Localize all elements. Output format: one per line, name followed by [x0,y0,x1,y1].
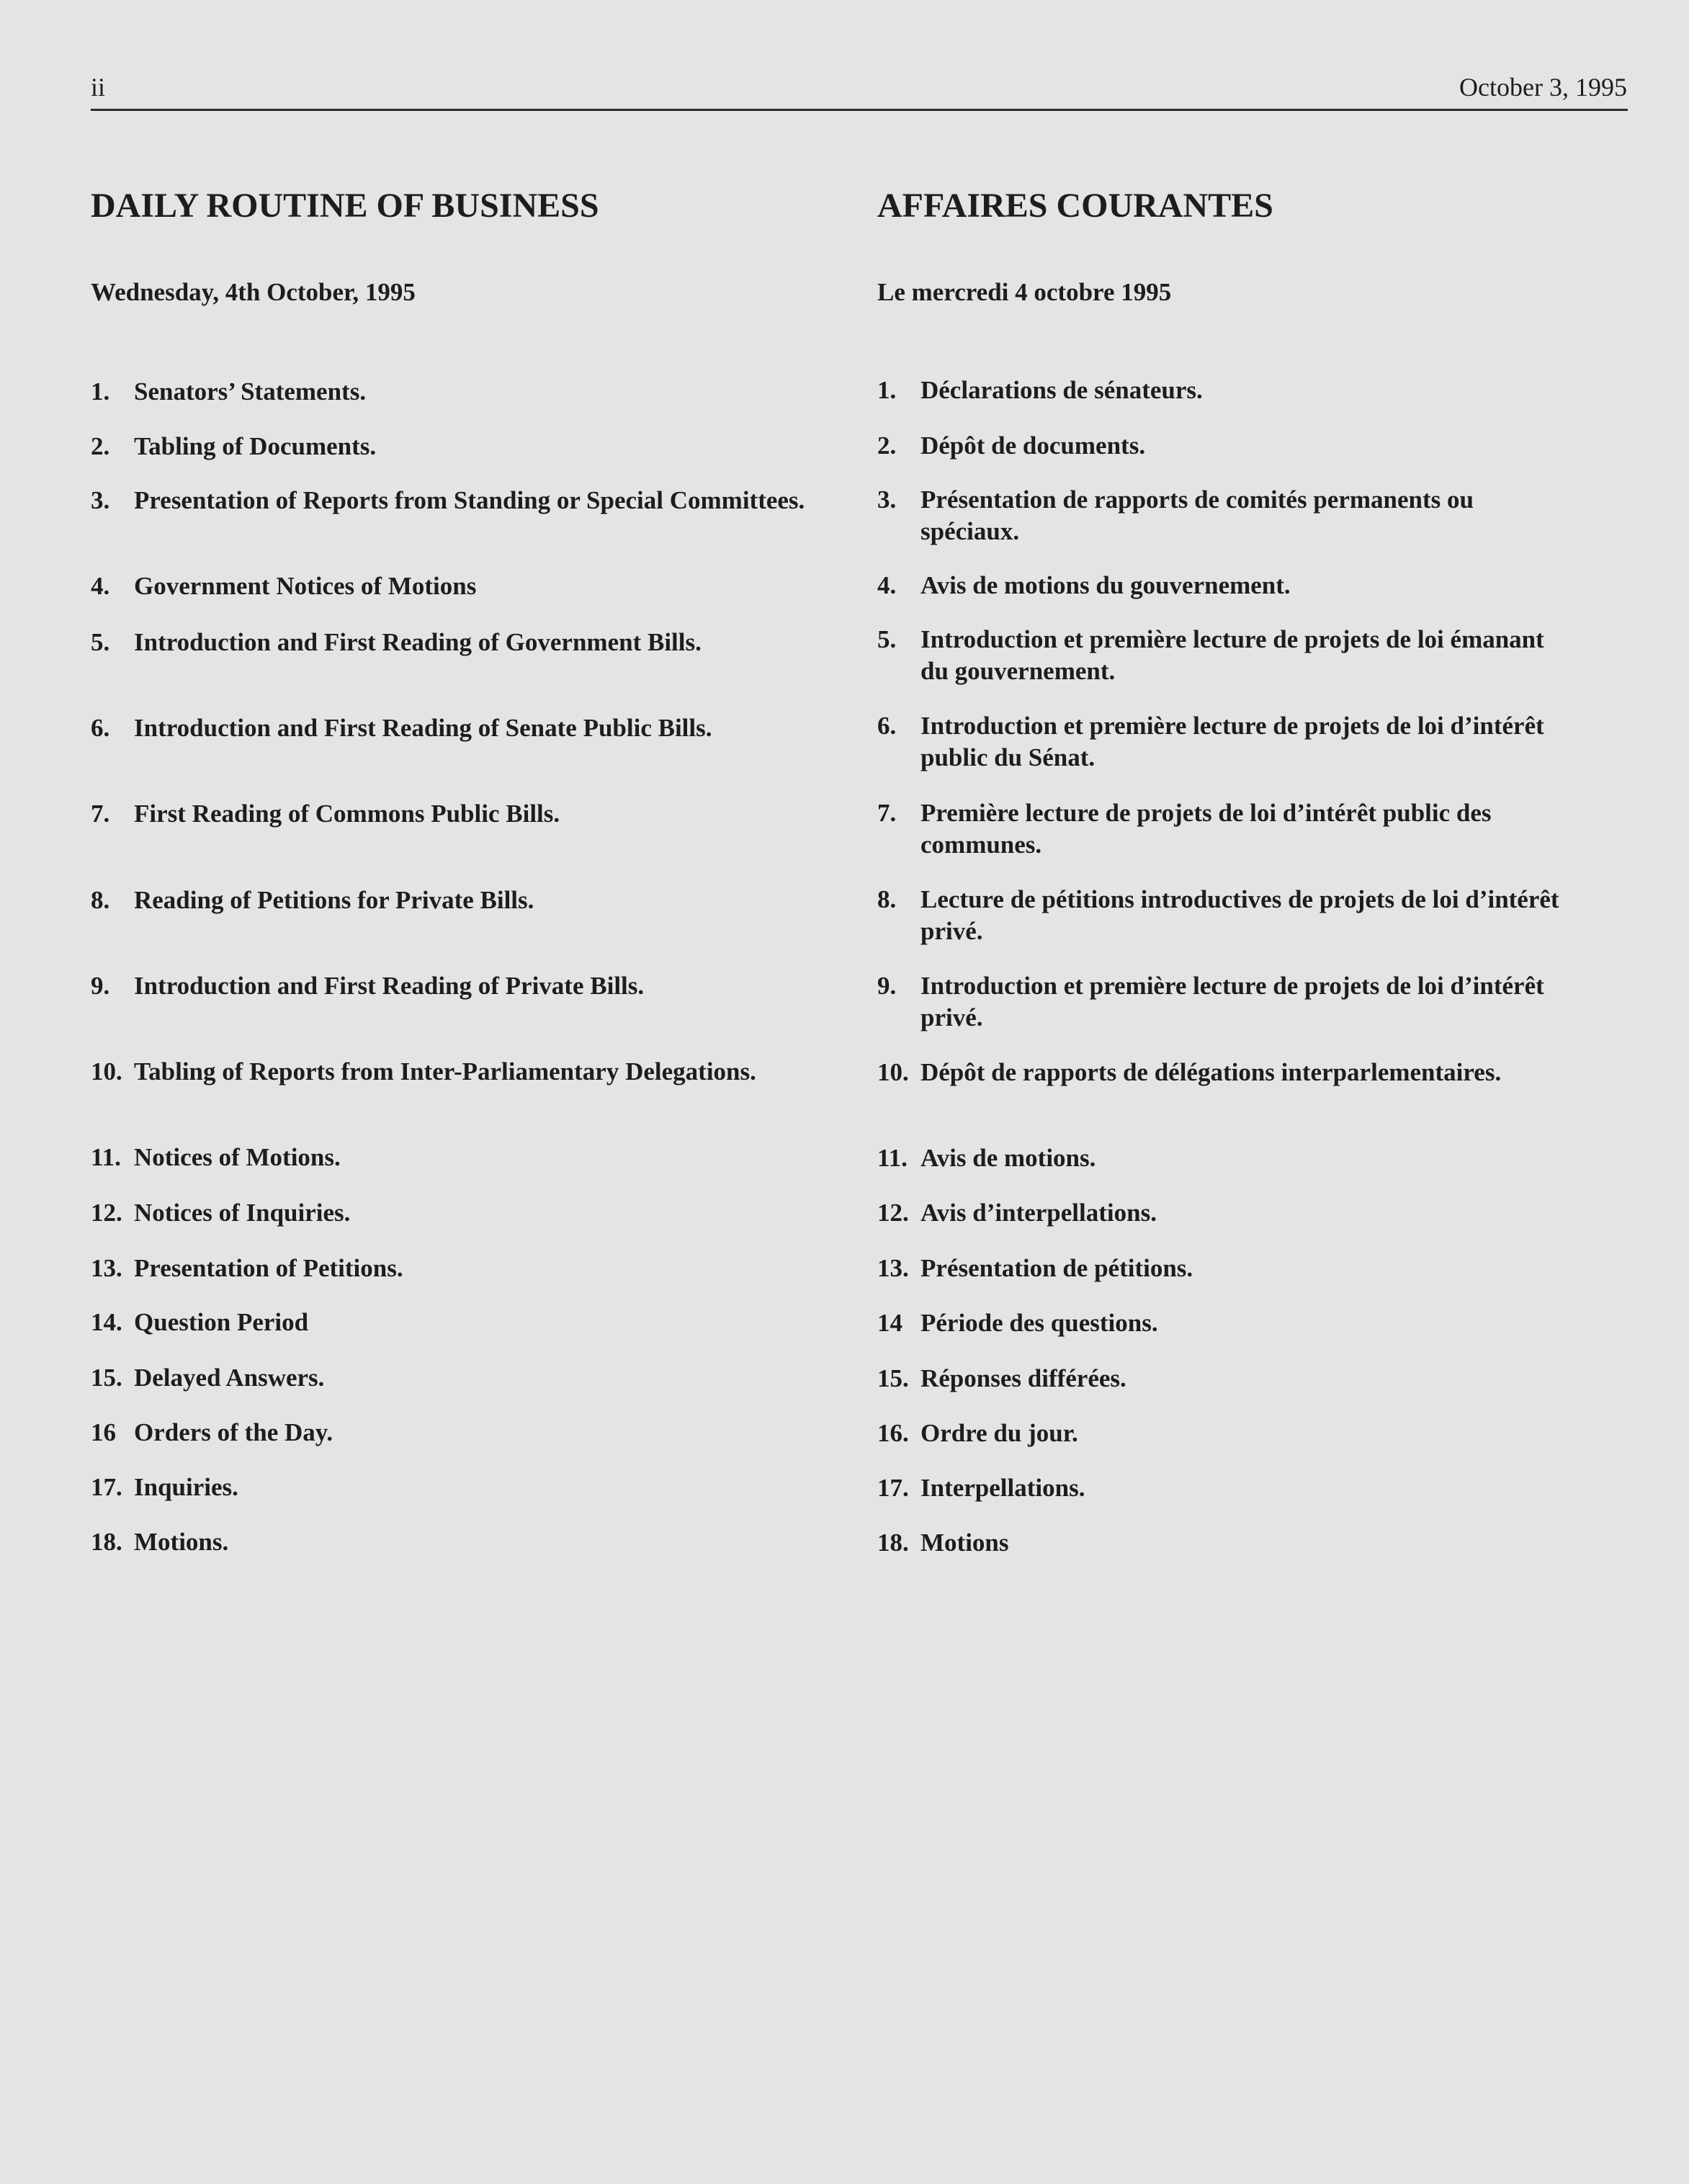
item-number: 14 [877,1309,902,1337]
item-number: 7. [91,800,110,828]
item-number: 13. [877,1254,909,1282]
item-text: Présentation de pétitions. [920,1254,1193,1282]
item-text: Orders of the Day. [134,1418,333,1446]
item-text: Avis de motions du gouvernement. [920,571,1291,599]
item-number: 1. [877,376,897,404]
item-number: 17. [877,1474,909,1502]
item-text: Delayed Answers. [134,1364,325,1392]
item-number: 6. [91,714,110,742]
item-text: Reading of Petitions for Private Bills. [134,886,534,914]
item-text: Introduction and First Reading of Private Bills. [134,972,645,1000]
item-text: Question Period [134,1308,309,1336]
item-number: 3. [91,486,110,514]
item-text: Government Notices of Motions [134,572,477,600]
item-text: Introduction and First Reading of Senate Public Bills. [134,714,712,742]
item-text: First Reading of Commons Public Bills. [134,800,560,828]
item-number: 10. [877,1058,909,1086]
item-text: Introduction et première lecture de projets de loi d’intérêt public du Sénat. [920,712,1544,771]
item-number: 5. [877,625,897,653]
item-text: Tabling of Reports from Inter-Parliamentary Delegations. [134,1057,756,1086]
item-text: Première lecture de projets de loi d’intérêt public des communes. [920,799,1492,859]
item-text: Dépôt de documents. [920,431,1146,460]
english-date: Wednesday, 4th October, 1995 [91,278,416,306]
item-text: Presentation of Petitions. [134,1254,403,1282]
item-number: 7. [877,799,897,827]
item-number: 11. [91,1143,121,1171]
item-text: Réponses différées. [920,1364,1126,1392]
item-number: 11. [877,1144,908,1172]
item-number: 2. [91,432,110,460]
item-text: Motions. [134,1528,229,1556]
item-text: Dépôt de rapports de délégations interparlementaires. [920,1058,1502,1086]
item-number: 9. [91,972,110,1000]
item-number: 3. [877,485,897,514]
item-number: 2. [877,431,897,460]
item-text: Interpellations. [920,1474,1085,1502]
item-number: 12. [877,1199,909,1227]
item-text: Présentation de rapports de comités permanents ou spéciaux. [920,485,1474,545]
item-text: Lecture de pétitions introductives de projets de loi d’intérêt privé. [920,885,1559,945]
item-number: 9. [877,972,897,1000]
item-number: 13. [91,1254,122,1282]
item-text: Introduction and First Reading of Government Bills. [134,628,702,656]
header-rule [91,109,1628,111]
item-number: 16. [877,1419,909,1447]
item-text: Ordre du jour. [920,1419,1078,1447]
item-text: Motions [920,1529,1009,1557]
item-number: 6. [877,712,897,740]
item-text: Notices of Inquiries. [134,1199,351,1227]
item-text: Période des questions. [920,1309,1158,1337]
item-number: 4. [91,572,110,600]
item-number: 18. [91,1528,122,1556]
item-number: 10. [91,1057,122,1086]
item-number: 1. [91,377,110,406]
item-text: Avis d’interpellations. [920,1199,1157,1227]
french-date: Le mercredi 4 octobre 1995 [877,278,1172,306]
item-text: Inquiries. [134,1473,238,1501]
english-heading: DAILY ROUTINE OF BUSINESS [91,187,599,225]
item-text: Avis de motions. [920,1144,1096,1172]
item-number: 8. [91,886,110,914]
item-text: Notices of Motions. [134,1143,341,1171]
item-text: Tabling of Documents. [134,432,377,460]
item-number: 12. [91,1199,122,1227]
item-text: Introduction et première lecture de projets de loi émanant du gouvernement. [920,625,1544,685]
item-number: 14. [91,1308,122,1336]
item-number: 18. [877,1529,909,1557]
french-heading: AFFAIRES COURANTES [877,187,1273,225]
header-date: October 3, 1995 [1459,73,1627,102]
item-text: Déclarations de sénateurs. [920,376,1203,404]
item-number: 15. [91,1364,122,1392]
item-number: 5. [91,628,110,656]
page-number: ii [91,73,106,102]
item-number: 16 [91,1418,116,1446]
item-text: Presentation of Reports from Standing or Special Committees. [134,486,805,514]
item-number: 8. [877,885,897,913]
item-number: 4. [877,571,897,599]
item-number: 17. [91,1473,122,1501]
item-text: Senators’ Statements. [134,377,367,406]
item-text: Introduction et première lecture de projets de loi d’intérêt privé. [920,972,1544,1031]
item-number: 15. [877,1364,909,1392]
